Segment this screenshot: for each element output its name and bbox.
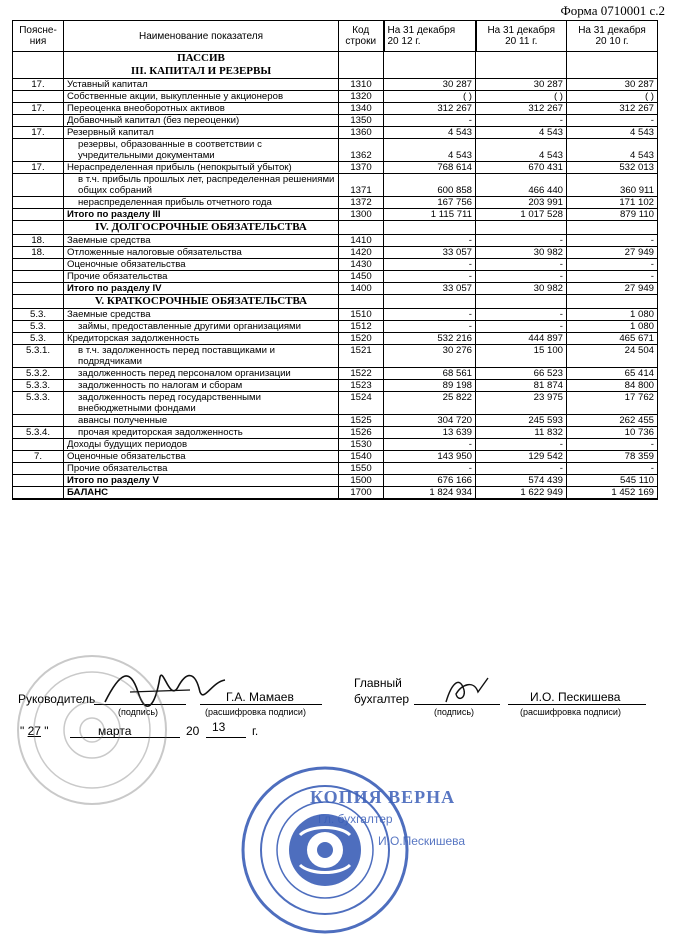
section-v2-cell — [476, 221, 567, 235]
table-row — [13, 451, 658, 463]
copy-certified-title: КОПИЯ ВЕРНА — [310, 787, 456, 807]
value-2010: 171 102 — [567, 197, 658, 209]
value-2012: 68 561 — [384, 368, 476, 380]
line-code: 1430 — [339, 259, 384, 271]
indicator-name: резервы, образованные в соответствии с учредительными документами — [64, 139, 339, 162]
value-2012: - — [384, 309, 476, 321]
copy-certified-role: Гл. бухгалтер — [318, 812, 393, 826]
value-2012: ( ) — [384, 91, 476, 103]
value-2010: 4 543 — [567, 127, 658, 139]
line-code: 1420 — [339, 247, 384, 259]
header-name: Наименование показателя — [64, 21, 339, 52]
section-title: III. КАПИТАЛ И РЕЗЕРВЫ — [130, 65, 272, 77]
table-row — [13, 115, 658, 127]
note-cell: 5.3.3. — [13, 380, 64, 392]
value-2011: 203 991 — [476, 197, 567, 209]
note-cell — [13, 115, 64, 127]
line-code: 1512 — [339, 321, 384, 333]
head-caption-name: (расшифровка подписи) — [205, 707, 306, 717]
note-cell — [13, 415, 64, 427]
head-name: Г.А. Мамаев — [226, 690, 294, 704]
header-year-2 — [476, 21, 567, 52]
line-code: 1524 — [339, 392, 384, 415]
line-code: 1340 — [339, 103, 384, 115]
table-row — [13, 439, 658, 451]
header-year-3 — [567, 21, 658, 52]
note-cell — [13, 283, 64, 295]
line-code: 1530 — [339, 439, 384, 451]
value-2010: - — [567, 259, 658, 271]
table-row — [13, 333, 658, 345]
line-code: 1510 — [339, 309, 384, 321]
accountant-name-line — [508, 704, 646, 705]
value-2012: 312 267 — [384, 103, 476, 115]
indicator-name: БАЛАНС — [64, 487, 339, 500]
table-row — [13, 271, 658, 283]
value-2010: 262 455 — [567, 415, 658, 427]
accountant-name: И.О. Пескишева — [530, 690, 621, 704]
indicator-name: Кредиторская задолженность — [64, 333, 339, 345]
indicator-name: Оценочные обязательства — [64, 259, 339, 271]
value-2010: - — [567, 463, 658, 475]
value-2010: 4 543 — [567, 139, 658, 162]
value-2011: 30 287 — [476, 79, 567, 91]
head-caption-sign: (подпись) — [118, 707, 159, 717]
value-2010: 27 949 — [567, 283, 658, 295]
line-code: 1526 — [339, 427, 384, 439]
value-2012: 25 822 — [384, 392, 476, 415]
section-v2-cell — [476, 295, 567, 309]
value-2012: - — [384, 463, 476, 475]
accountant-signature — [438, 672, 498, 708]
value-2012: 304 720 — [384, 415, 476, 427]
note-cell: 17. — [13, 103, 64, 115]
value-2011: 444 897 — [476, 333, 567, 345]
table-row — [13, 209, 658, 221]
header-year-2-bottom: 20 11 г. — [505, 36, 538, 47]
line-code: 1300 — [339, 209, 384, 221]
value-2011: ( ) — [476, 91, 567, 103]
table-row — [13, 380, 658, 392]
value-2012: - — [384, 321, 476, 333]
indicator-name: Итого по разделу IV — [64, 283, 339, 295]
table-row — [13, 197, 658, 209]
table-row — [13, 127, 658, 139]
value-2011: 312 267 — [476, 103, 567, 115]
value-2011: 574 439 — [476, 475, 567, 487]
note-cell: 5.3.2. — [13, 368, 64, 380]
table-row — [13, 174, 658, 197]
value-2011: - — [476, 463, 567, 475]
table-row — [13, 162, 658, 174]
form-number: Форма 0710001 с.2 — [560, 3, 665, 18]
value-2012: 30 276 — [384, 345, 476, 368]
value-2012: - — [384, 115, 476, 127]
date-month: марта — [98, 724, 132, 738]
table-row — [13, 427, 658, 439]
value-2010: 465 671 — [567, 333, 658, 345]
section-v3-cell — [567, 52, 658, 79]
line-code: 1525 — [339, 415, 384, 427]
line-code: 1350 — [339, 115, 384, 127]
date-year-line — [206, 737, 246, 738]
section-row — [13, 52, 658, 79]
value-2011: 4 543 — [476, 127, 567, 139]
section-note-cell — [13, 295, 64, 309]
indicator-name: Итого по разделу V — [64, 475, 339, 487]
table-row — [13, 345, 658, 368]
line-code: 1360 — [339, 127, 384, 139]
table-row — [13, 283, 658, 295]
value-2010: 65 414 — [567, 368, 658, 380]
header-year-2-top: На 31 декабря — [487, 25, 556, 36]
header-year-1 — [384, 21, 476, 52]
indicator-name: Заемные средства — [64, 309, 339, 321]
note-cell — [13, 139, 64, 162]
head-name-line — [200, 704, 322, 705]
value-2010: 78 359 — [567, 451, 658, 463]
value-2012: 33 057 — [384, 247, 476, 259]
head-label: Руководитель — [18, 692, 96, 706]
value-2010: - — [567, 235, 658, 247]
value-2012: 30 287 — [384, 79, 476, 91]
value-2012: 33 057 — [384, 283, 476, 295]
indicator-name: Нераспределенная прибыль (непокрытый убыток) — [64, 162, 339, 174]
header-year-3-top: На 31 декабря — [578, 25, 646, 36]
table-row — [13, 139, 658, 162]
note-cell — [13, 463, 64, 475]
value-2010: 10 736 — [567, 427, 658, 439]
value-2011: 670 431 — [476, 162, 567, 174]
value-2010: 27 949 — [567, 247, 658, 259]
value-2010: 84 800 — [567, 380, 658, 392]
table-row — [13, 368, 658, 380]
value-2010: 17 762 — [567, 392, 658, 415]
indicator-name: займы, предоставленные другими организациями — [64, 321, 339, 333]
note-cell: 5.3.4. — [13, 427, 64, 439]
section-note-cell — [13, 221, 64, 235]
indicator-name: в т.ч. задолженность перед поставщиками и подрядчиками — [64, 345, 339, 368]
value-2012: 4 543 — [384, 139, 476, 162]
indicator-name: задолженность по налогам и сборам — [64, 380, 339, 392]
table-row — [13, 91, 658, 103]
indicator-name: Собственные акции, выкупленные у акционеров — [64, 91, 339, 103]
date-row: " 27 " — [20, 724, 49, 738]
indicator-name: в т.ч. прибыль прошлых лет, распределенная решениями общих собраний — [64, 174, 339, 197]
value-2010: 24 504 — [567, 345, 658, 368]
section-v3-cell — [567, 221, 658, 235]
section-title: V. КРАТКОСРОЧНЫЕ ОБЯЗАТЕЛЬСТВА — [94, 295, 308, 307]
accountant-label-2: бухгалтер — [354, 692, 410, 706]
note-cell — [13, 197, 64, 209]
line-code: 1521 — [339, 345, 384, 368]
section-v1-cell — [384, 221, 476, 235]
note-cell: 18. — [13, 235, 64, 247]
section-title-cell — [64, 221, 339, 235]
line-code: 1370 — [339, 162, 384, 174]
header-note: Поясне-ния — [13, 21, 64, 52]
value-2011: 23 975 — [476, 392, 567, 415]
value-2012: 1 824 934 — [384, 487, 476, 500]
date-year: 13 — [212, 720, 226, 734]
note-cell — [13, 475, 64, 487]
indicator-name: Итого по разделу III — [64, 209, 339, 221]
note-cell: 5.3.1. — [13, 345, 64, 368]
value-2011: 245 593 — [476, 415, 567, 427]
value-2011: - — [476, 259, 567, 271]
value-2011: 129 542 — [476, 451, 567, 463]
value-2012: 167 756 — [384, 197, 476, 209]
line-code: 1700 — [339, 487, 384, 500]
value-2012: 600 858 — [384, 174, 476, 197]
table-row — [13, 415, 658, 427]
indicator-name: прочая кредиторская задолженность — [64, 427, 339, 439]
line-code: 1400 — [339, 283, 384, 295]
value-2012: - — [384, 271, 476, 283]
value-2010: 1 080 — [567, 321, 658, 333]
table-row — [13, 475, 658, 487]
value-2011: 4 543 — [476, 139, 567, 162]
value-2011: 466 440 — [476, 174, 567, 197]
value-2012: 4 543 — [384, 127, 476, 139]
header-year-1-top: На 31 декабря — [387, 25, 456, 36]
note-cell — [13, 259, 64, 271]
header-code: Код строки — [339, 21, 384, 52]
value-2012: - — [384, 439, 476, 451]
table-row — [13, 392, 658, 415]
note-cell — [13, 439, 64, 451]
value-2010: 1 452 169 — [567, 487, 658, 500]
section-code-cell — [339, 52, 384, 79]
value-2012: 768 614 — [384, 162, 476, 174]
indicator-name: задолженность перед государственными внебюджетными фондами — [64, 392, 339, 415]
value-2010: - — [567, 115, 658, 127]
line-code: 1362 — [339, 139, 384, 162]
value-2011: 30 982 — [476, 283, 567, 295]
line-code: 1540 — [339, 451, 384, 463]
value-2011: 30 982 — [476, 247, 567, 259]
table-row — [13, 259, 658, 271]
value-2011: 1 622 949 — [476, 487, 567, 500]
note-cell — [13, 174, 64, 197]
note-cell — [13, 271, 64, 283]
value-2010: - — [567, 271, 658, 283]
note-cell: 17. — [13, 162, 64, 174]
line-code: 1320 — [339, 91, 384, 103]
line-code: 1500 — [339, 475, 384, 487]
table-row — [13, 463, 658, 475]
indicator-name: Доходы будущих периодов — [64, 439, 339, 451]
value-2011: - — [476, 309, 567, 321]
line-code: 1372 — [339, 197, 384, 209]
value-2010: 545 110 — [567, 475, 658, 487]
note-cell — [13, 91, 64, 103]
value-2012: 143 950 — [384, 451, 476, 463]
value-2012: 532 216 — [384, 333, 476, 345]
copy-certified-name: И.О.Пескишева — [378, 834, 466, 848]
note-cell: 5.3. — [13, 333, 64, 345]
section-title-cell — [64, 52, 339, 79]
section-v1-cell — [384, 52, 476, 79]
value-2012: - — [384, 259, 476, 271]
line-code: 1523 — [339, 380, 384, 392]
value-2011: 66 523 — [476, 368, 567, 380]
value-2010: 1 080 — [567, 309, 658, 321]
value-2010: 312 267 — [567, 103, 658, 115]
note-cell: 17. — [13, 127, 64, 139]
date-day: 27 — [27, 724, 41, 738]
indicator-name: Прочие обязательства — [64, 463, 339, 475]
value-2010: - — [567, 439, 658, 451]
section-note-cell — [13, 52, 64, 79]
value-2011: 11 832 — [476, 427, 567, 439]
value-2010: 30 287 — [567, 79, 658, 91]
section-code-cell — [339, 221, 384, 235]
value-2011: 1 017 528 — [476, 209, 567, 221]
note-cell: 18. — [13, 247, 64, 259]
indicator-name: Переоценка внеоборотных активов — [64, 103, 339, 115]
value-2010: 879 110 — [567, 209, 658, 221]
note-cell: 17. — [13, 79, 64, 91]
value-2011: 15 100 — [476, 345, 567, 368]
value-2010: ( ) — [567, 91, 658, 103]
date-suffix: г. — [252, 724, 259, 738]
section-v2-cell — [476, 52, 567, 79]
indicator-name: Оценочные обязательства — [64, 451, 339, 463]
line-code: 1410 — [339, 235, 384, 247]
table-row — [13, 487, 658, 500]
value-2011: - — [476, 235, 567, 247]
value-2010: 532 013 — [567, 162, 658, 174]
value-2012: - — [384, 235, 476, 247]
note-cell: 7. — [13, 451, 64, 463]
section-code-cell — [339, 295, 384, 309]
note-cell — [13, 209, 64, 221]
section-title: IV. ДОЛГОСРОЧНЫЕ ОБЯЗАТЕЛЬСТВА — [95, 221, 307, 233]
indicator-name: Добавочный капитал (без переоценки) — [64, 115, 339, 127]
section-row — [13, 295, 658, 309]
indicator-name: Заемные средства — [64, 235, 339, 247]
section-title-cell — [64, 295, 339, 309]
section-v3-cell — [567, 295, 658, 309]
section-title: ПАССИВ — [177, 52, 225, 64]
line-code: 1450 — [339, 271, 384, 283]
table-row — [13, 309, 658, 321]
value-2012: 1 115 711 — [384, 209, 476, 221]
line-code: 1550 — [339, 463, 384, 475]
indicator-name: Прочие обязательства — [64, 271, 339, 283]
round-stamp-faded — [12, 650, 172, 810]
note-cell — [13, 487, 64, 500]
value-2012: 676 166 — [384, 475, 476, 487]
value-2010: 360 911 — [567, 174, 658, 197]
value-2011: - — [476, 321, 567, 333]
accountant-caption-sign: (подпись) — [434, 707, 475, 717]
indicator-name: нераспределенная прибыль отчетного года — [64, 197, 339, 209]
section-v1-cell — [384, 295, 476, 309]
note-cell: 5.3. — [13, 321, 64, 333]
table-row — [13, 79, 658, 91]
value-2011: - — [476, 271, 567, 283]
value-2011: - — [476, 439, 567, 451]
table-header-row — [13, 21, 658, 52]
indicator-name: авансы полученные — [64, 415, 339, 427]
table-body — [13, 52, 658, 500]
accountant-caption-name: (расшифровка подписи) — [520, 707, 621, 717]
line-code: 1522 — [339, 368, 384, 380]
value-2011: 81 874 — [476, 380, 567, 392]
value-2012: 89 198 — [384, 380, 476, 392]
header-year-1-bottom: 20 12 г. — [387, 36, 421, 47]
note-cell: 5.3.3. — [13, 392, 64, 415]
accountant-label-1: Главный — [354, 676, 402, 690]
value-2011: - — [476, 115, 567, 127]
section-row — [13, 221, 658, 235]
line-code: 1371 — [339, 174, 384, 197]
indicator-name: Резервный капитал — [64, 127, 339, 139]
indicator-name: Уставный капитал — [64, 79, 339, 91]
table-row — [13, 321, 658, 333]
date-year-prefix: 20 — [186, 724, 200, 738]
note-cell: 5.3. — [13, 309, 64, 321]
table-row — [13, 103, 658, 115]
line-code: 1310 — [339, 79, 384, 91]
line-code: 1520 — [339, 333, 384, 345]
indicator-name: Отложенные налоговые обязательства — [64, 247, 339, 259]
table-row — [13, 247, 658, 259]
indicator-name: задолженность перед персоналом организации — [64, 368, 339, 380]
table-row — [13, 235, 658, 247]
header-year-3-bottom: 20 10 г. — [595, 36, 629, 47]
value-2012: 13 639 — [384, 427, 476, 439]
balance-sheet-table — [12, 20, 658, 500]
